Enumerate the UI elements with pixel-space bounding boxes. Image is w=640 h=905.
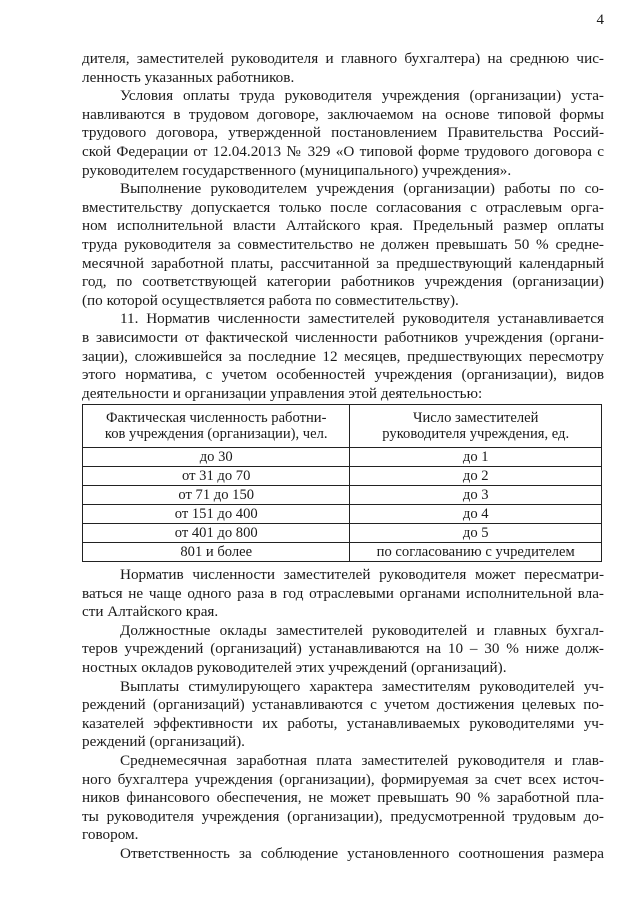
text-line: говором. [82,826,139,844]
paragraph [82,180,604,310]
cell-staff: от 31 до 70 [83,467,350,486]
body-text-top [82,50,604,403]
text-line: этого норматива, с учетом особенностей учреждения (организации), видов [82,366,604,384]
header-line: Число заместителей [413,409,539,426]
table-row [83,448,602,467]
table-row [83,543,602,562]
text-line: Среднемесячная заработная плата заместителей руководителя и глав- [120,751,604,769]
text-line: ваться не чаще одного раза в год отраслевыми органами исполнительной вла- [82,584,604,602]
cell-deputies: до 3 [350,486,602,505]
paragraph [82,678,604,752]
cell-staff: 801 и более [83,543,350,562]
paragraph [82,622,604,678]
text-line: ного бухгалтера учреждения (организации), формируемая за счет всех источ- [82,770,604,788]
paragraph [82,752,604,845]
header-line: руководителя учреждения, ед. [382,426,570,442]
text-line: деятельности и организации управления этой деятельностью: [82,384,483,402]
header-staff-count [83,405,350,448]
text-line: ностных окладов руководителей этих учреждений (организаций). [82,658,507,676]
cell-staff: от 401 до 800 [83,524,350,543]
text-line: Норматив численности заместителей руководителя может пересматри- [120,566,604,583]
text-line: руководителем государственного (муниципального) учреждения». [82,161,512,179]
text-line: ты руководителя учреждения (организации), предусмотренной трудовым до- [82,807,604,825]
text-line: месячной заработной платы, рассчитанной за предшествующий календарный [82,254,604,272]
text-line: год, по соответствующей категории работников учреждения (организации) [82,273,604,291]
cell-staff: до 30 [83,448,350,467]
text-line: Условия оплаты труда руководителя учреждения (организации) уста- [120,87,604,105]
body-text-bottom [82,566,604,864]
text-line: Должностные оклады заместителей руководителей и главных бухгал- [120,621,604,639]
deputy-norm-table-wrap [82,404,602,562]
text-line: навливаются в трудовом договоре, заключаемом на основе типовой формы [82,105,604,123]
cell-deputies: по согласованию с учредителем [350,543,602,562]
text-line: труда руководителя за совместительство не должен превышать 50 % средне- [82,235,604,253]
text-line: зации), сложившейся за последние 12 месяцев, предшествующих пересмотру [82,347,604,365]
cell-staff: от 151 до 400 [83,505,350,524]
text-line: ской Федерации от 12.04.2013 № 329 «О типовой форме трудового договора с [82,142,604,160]
paragraph [82,566,604,622]
header-line: Фактическая численность работни- [106,409,327,426]
page-number: 4 [596,12,604,28]
text-line: сти Алтайского края. [82,603,219,621]
header-deputy-count [350,405,602,448]
text-line: 11. Норматив численности заместителей руководителя устанавливается [120,310,604,328]
cell-deputies: до 4 [350,505,602,524]
paragraph [82,87,604,180]
header-line: ков учреждения (организации), чел. [104,426,328,442]
paragraph [82,310,604,403]
text-line: теров учреждений (организаций) устанавливаются на 10 – 30 % ниже долж- [82,640,604,658]
text-line: Ответственность за соблюдение установленного соотношения размера [120,844,604,862]
text-line: вместительству допускается только после согласования с отраслевым орга- [82,198,604,216]
text-line: в зависимости от фактической численности работников учреждения (органи- [82,328,604,346]
cell-deputies: до 5 [350,524,602,543]
text-line: трудового договора, утвержденной постановлением Правительства Россий- [82,124,604,142]
text-line: Выплаты стимулирующего характера заместителям руководителей уч- [120,677,604,695]
cell-staff: от 71 до 150 [83,486,350,505]
text-line: ном исполнительной власти Алтайского края. Предельный размер оплаты [82,217,604,235]
cell-deputies: до 2 [350,467,602,486]
table-header-row [83,405,602,448]
table-row [83,467,602,486]
table-row [83,524,602,543]
text-line: казателей эффективности их работы, устанавливаемых руководителями уч- [82,714,604,732]
paragraph [82,845,604,864]
text-line: ников финансового обеспечения, не может превышать 90 % заработной пла- [82,789,604,807]
text-line: реждений (организаций). [82,733,245,751]
text-line: дителя, заместителей руководителя и главного бухгалтера) на среднюю чис- [82,50,604,67]
text-line: Выполнение руководителем учреждения (организации) работы по со- [120,180,604,198]
text-line: ленность указанных работников. [82,68,295,86]
cell-deputies: до 1 [350,448,602,467]
table-row [83,486,602,505]
text-line: реждений (организаций) устанавливаются с учетом достижения целевых по- [82,696,604,714]
text-line: (по которой осуществляется работа по совместительству). [82,291,459,309]
paragraph [82,50,604,87]
table-row [83,505,602,524]
deputy-norm-table [82,404,602,562]
